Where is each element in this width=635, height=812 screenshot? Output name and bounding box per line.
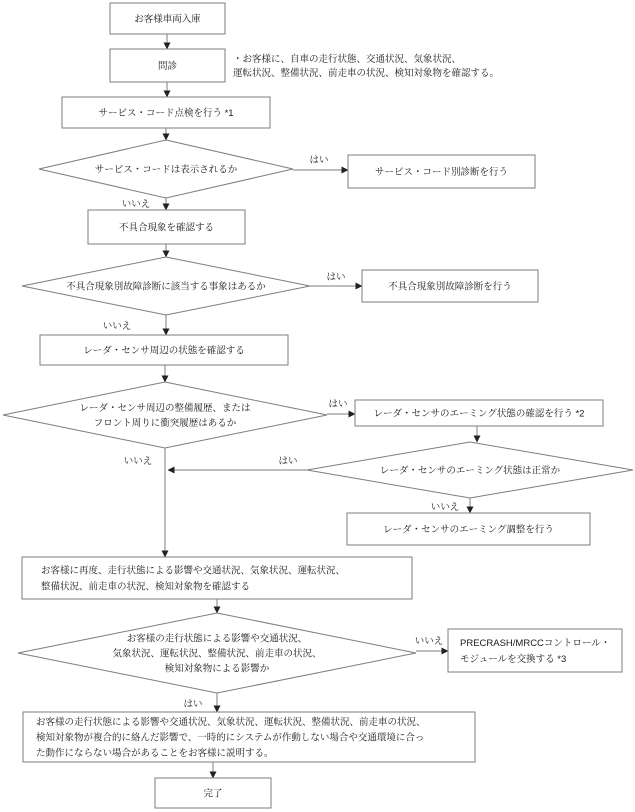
flow-node-malfunction-diag [362,270,538,302]
flow-edge-d-influence--replace-module [415,636,448,651]
flow-edge-d-history--recheck-customer [124,448,165,557]
flow-node-aiming-check [355,400,603,426]
flow-edge-d-history--aiming-check [327,399,355,414]
decision-diamond [3,382,327,448]
node-label-line: 不具合現象を確認する [118,222,215,234]
flow-edge-d-service-code--service-code-diag [293,155,348,170]
node-annotation-line: ・お客様に、自車の走行状態、交通状況、気象状況、 [233,53,462,65]
node-label-line: 検知対象物による影響か [164,663,270,675]
flow-node-service-code-check [62,97,270,128]
node-label-line: お客様に再度、走行状態による影響や交通状況、気象状況、運転状況、 [41,565,346,577]
node-label-line: サービス・コード点検を行う *1 [98,107,234,119]
node-label-line: お客様車両入庫 [134,13,201,25]
flow-decision-d-history [3,382,327,448]
flow-node-service-code-diag [348,155,535,188]
flow-edge-d-malfunction--check-radar-area [103,315,166,335]
node-label-line: 検知対象物が複合的に絡んだ影響で、一時的にシステムが作動しない場合や交通環境に合っ [36,732,425,744]
flow-decision-d-aiming [307,442,633,498]
flow-node-done [155,778,271,808]
flow-node-interview [110,49,499,82]
node-label-line: お客様の走行状態による影響や交通状況、 [126,633,308,645]
node-label-line: 気象状況、運転状況、整備状況、前走車の状況、 [112,648,322,660]
flow-edge-d-service-code--confirm-malfunction [122,198,166,210]
flow-edge-d-influence--explain [183,693,217,712]
edge-label-no: いいえ [121,199,151,210]
edge-label-no: いいえ [102,321,132,332]
edge-label-yes: はい [183,699,203,710]
flow-node-start [110,3,225,34]
node-label-line: レーダ・センサ周辺の整備履歴、または [79,402,251,414]
edge-label-no: いいえ [414,636,444,647]
node-label-line: 不具合現象別故障診断を行う [388,281,512,293]
node-label-line: お客様の走行状態による影響や交通状況、気象状況、運転状況、整備状況、前走車の状況、 [36,716,426,728]
node-annotation-line: 運転状況、整備状況、前走車の状況、検知対象物を確認する。 [233,67,500,79]
edge-label-yes: はい [328,399,348,410]
process-box [448,629,622,672]
flow-decision-d-malfunction [22,257,310,315]
edge-label-no: いいえ [430,502,460,513]
flow-decision-d-service-code [39,140,293,198]
flow-edge-d-malfunction--malfunction-diag [310,272,362,286]
node-label-line: PRECRASH/MRCCコントロール・ [460,637,611,649]
node-label-line: 不具合現象別故障診断に該当する事象はあるか [66,281,266,293]
flow-node-replace-module [448,629,622,672]
process-box [22,557,412,599]
node-label-line: レーダ・センサのエーミング状態の確認を行う *2 [373,408,585,420]
flow-edge-d-aiming--recheck-customer [168,456,308,470]
flow-node-recheck-customer [22,557,412,599]
edge-label-yes: はい [309,155,329,166]
flow-decision-d-influence [18,613,416,693]
node-label-line: 問診 [157,60,178,72]
edge-label-yes: はい [326,272,346,283]
node-label-line: フロント周りに衝突履歴はあるか [93,417,237,429]
edge-label-no: いいえ [123,456,153,467]
node-label-line: レーダ・センサのエーミング状態は正常か [379,465,561,477]
flow-node-confirm-malfunction [88,210,245,244]
flow-edge-d-aiming--aiming-adjust [431,498,470,513]
flow-node-aiming-adjust [347,513,590,545]
flow-node-check-radar-area [40,335,288,365]
edge-label-yes: はい [278,456,298,467]
node-label-line: サービス・コードは表示されるか [94,164,238,176]
node-label-line: レーダ・センサのエーミング調整を行う [383,524,554,536]
node-label-line: モジュールを交換する *3 [460,653,567,665]
flow-node-explain [23,712,475,762]
node-label-line: 整備状況、前走車の状況、検知対象物を確認する [41,581,251,593]
node-label-line: サービス・コード別診断を行う [374,166,509,178]
node-label-line: 完了 [203,788,223,800]
node-label-line: レーダ・センサ周辺の状態を確認する [83,345,245,357]
node-label-line: た動作にならない場合があることをお客様に説明する。 [36,747,274,759]
